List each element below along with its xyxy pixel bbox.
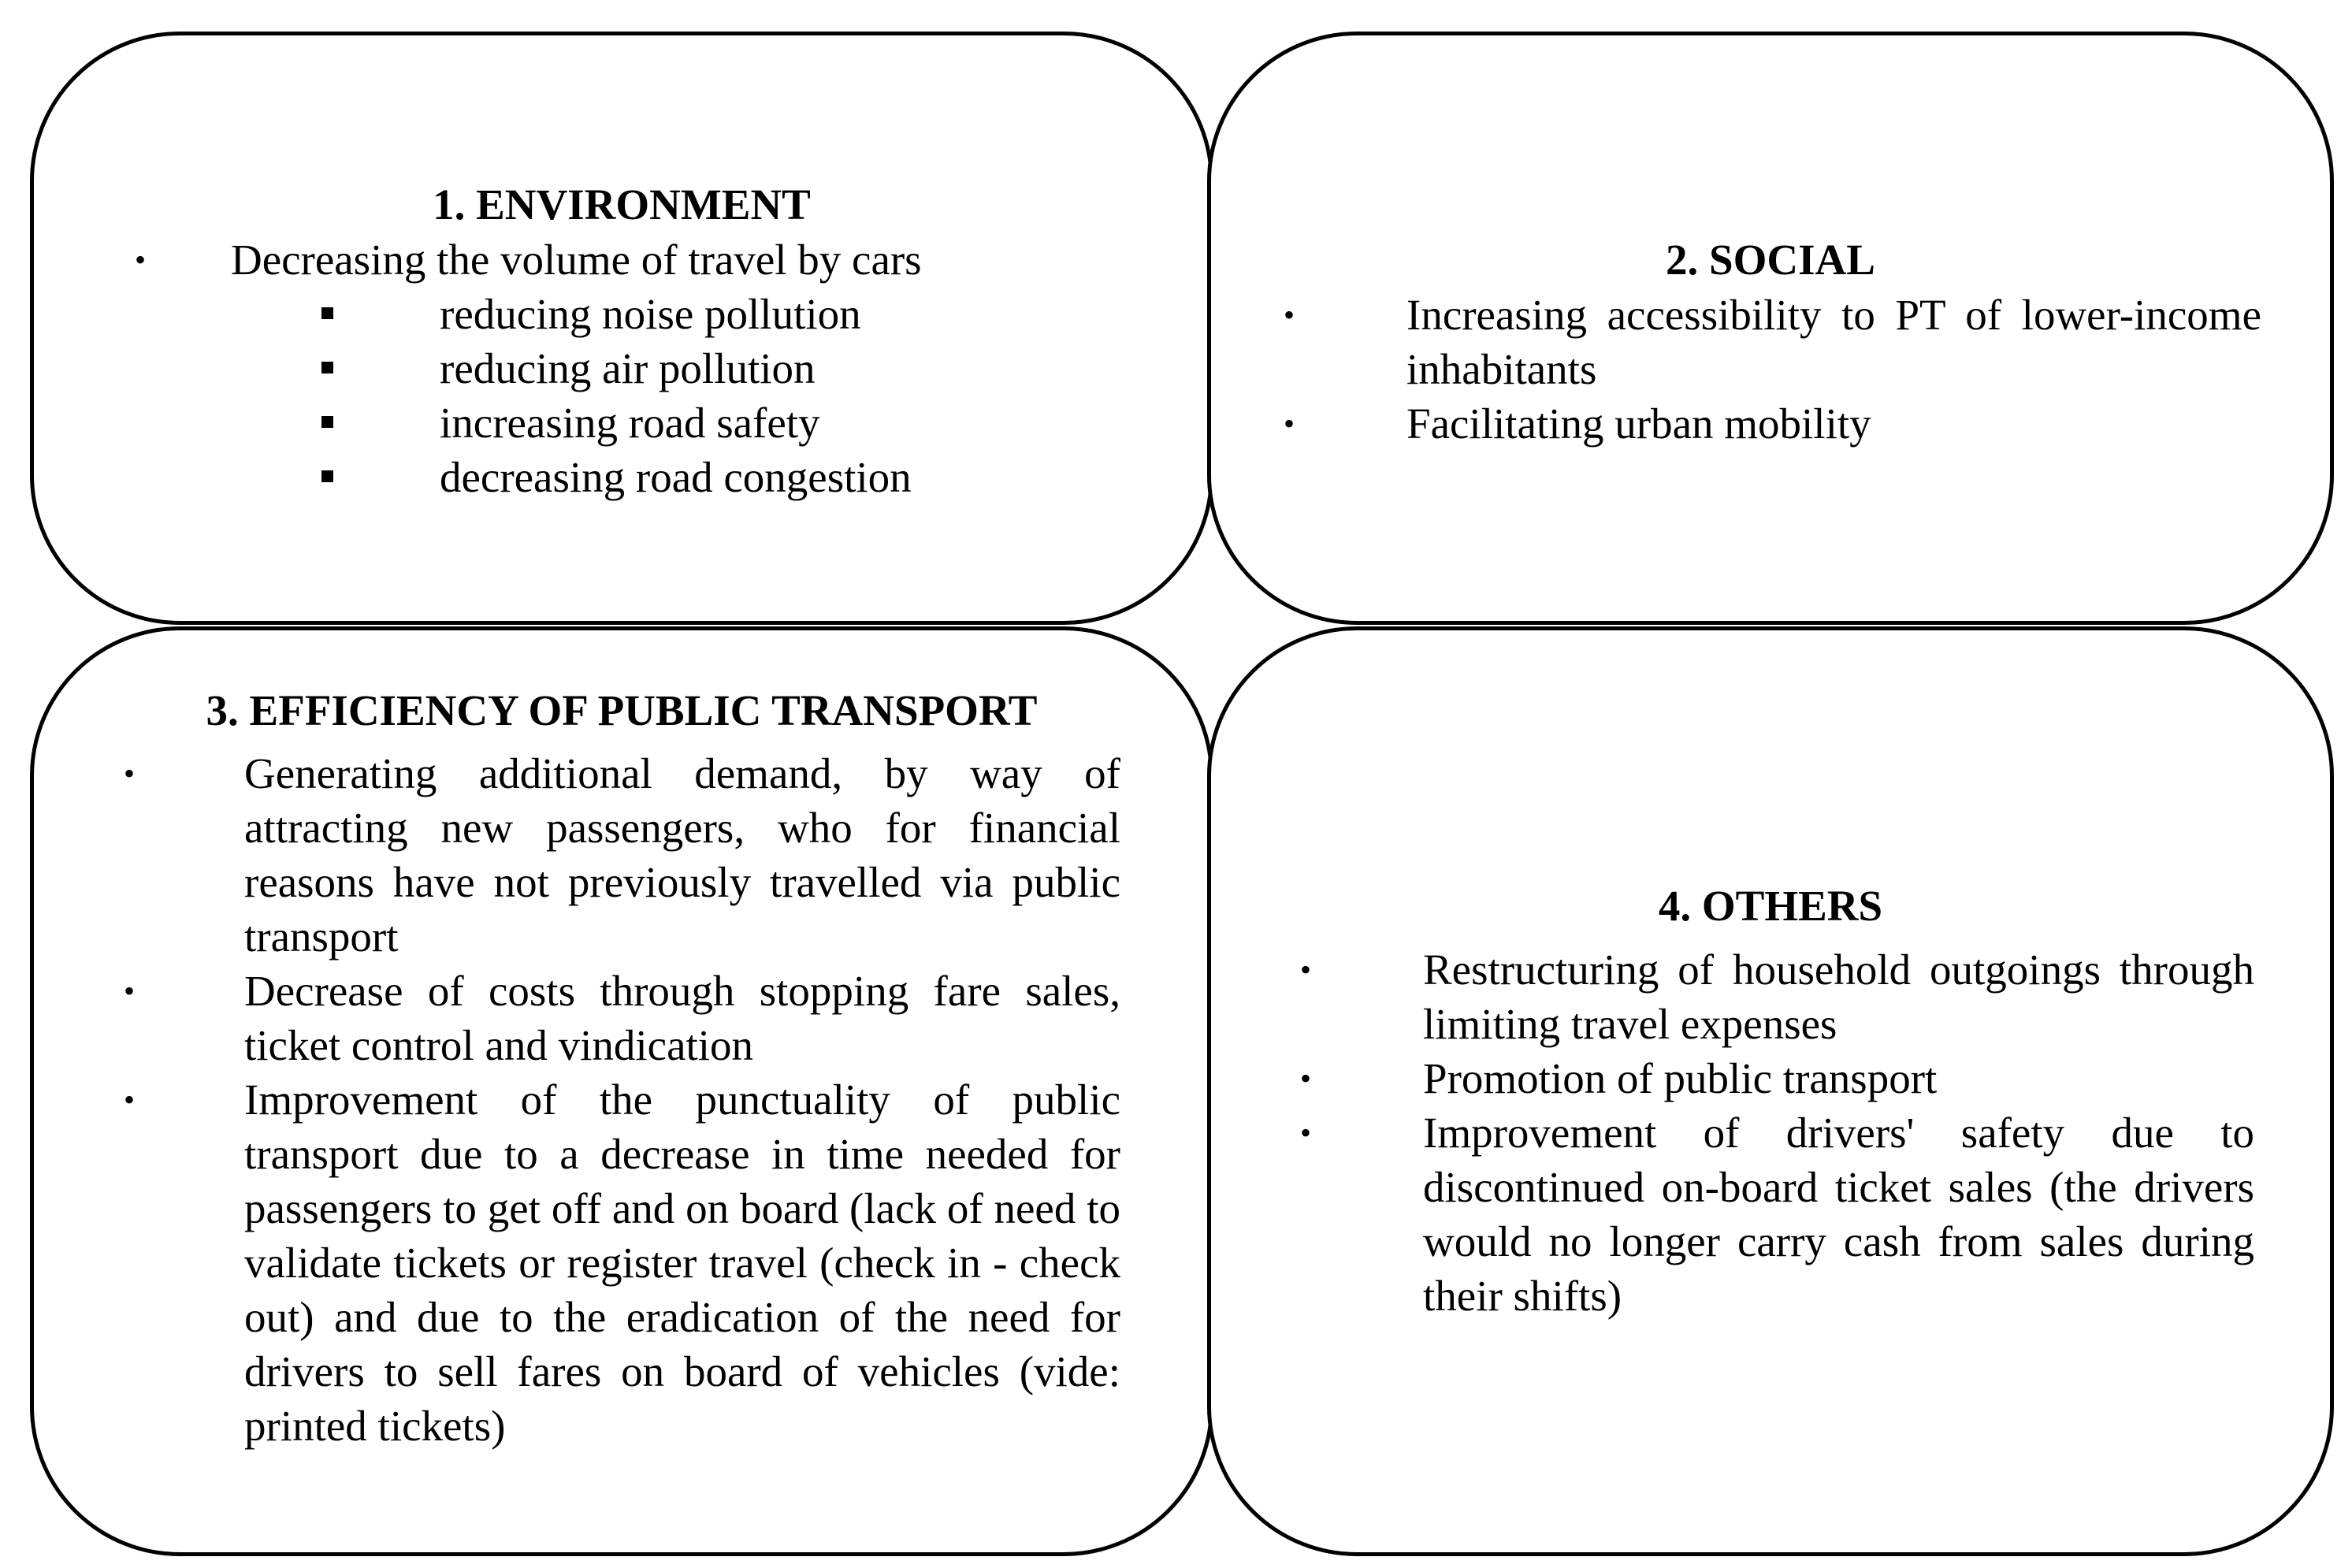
sub-list-item xyxy=(440,450,1149,504)
list-item-text: Improvement of the punctuality of public transport due to a decrease in time needed for passengers to get off and on board (lack of need to validate tickets or register travel (check in - check out) and due to the eradication of the need for drivers to sell fares on board of vehicles (vide: printed tickets) xyxy=(244,1076,1120,1450)
square-bullet-icon xyxy=(321,362,333,373)
bullet-icon: • xyxy=(124,973,136,1009)
bullet-icon: • xyxy=(135,242,147,277)
list-item-text: Decreasing the volume of travel by cars xyxy=(231,236,922,284)
bullet-icon: • xyxy=(1300,1061,1312,1096)
panel-environment xyxy=(30,32,1213,625)
list-item xyxy=(124,1072,1120,1453)
sub-list-item xyxy=(440,341,1149,396)
panel-title: 3. EFFICIENCY OF PUBLIC TRANSPORT xyxy=(206,686,1038,734)
list-item xyxy=(1284,288,2261,396)
bullet-list xyxy=(1300,942,2254,1323)
list-item-text: Decrease of costs through stopping fare sales, ticket control and vindication xyxy=(244,967,1120,1069)
list-item-text: Promotion of public transport xyxy=(1423,1054,1938,1102)
list-item-text: Improvement of drivers' safety due to discontinued on-board ticket sales (the drivers would no longer carry cash from sales during their shifts) xyxy=(1423,1109,2254,1320)
list-item xyxy=(135,232,1098,287)
panel-title: 2. SOCIAL xyxy=(1666,236,1875,284)
list-item xyxy=(124,746,1120,964)
bullet-list xyxy=(135,232,1098,287)
panel-title: 1. ENVIRONMENT xyxy=(433,180,811,229)
bullet-icon: • xyxy=(1284,406,1295,441)
bullet-icon: • xyxy=(1300,952,1312,987)
list-item-text: Generating additional demand, by way of attracting new passengers, who for financial reasons have not previously travelled via public transport xyxy=(244,749,1120,960)
panel-social xyxy=(1207,32,2334,625)
list-item xyxy=(1284,396,2261,451)
sub-bullet-list xyxy=(440,287,1149,504)
sub-list-item-text: reducing air pollution xyxy=(440,344,816,392)
list-item-text: Increasing accessibility to PT of lower-income inhabitants xyxy=(1406,291,2261,393)
sub-list-item xyxy=(440,396,1149,450)
panel-efficiency xyxy=(30,626,1213,1556)
panel-title: 4. OTHERS xyxy=(1658,882,1883,930)
square-bullet-icon xyxy=(321,470,333,482)
sub-list-item-text: decreasing road congestion xyxy=(440,453,912,501)
sub-list-item xyxy=(440,287,1149,341)
bullet-icon: • xyxy=(124,1082,136,1117)
bullet-icon: • xyxy=(124,756,136,791)
bullet-icon: • xyxy=(1284,297,1295,333)
list-item xyxy=(1300,942,2254,1051)
list-item xyxy=(1300,1051,2254,1105)
square-bullet-icon xyxy=(321,307,333,319)
bullet-list xyxy=(1284,288,2261,451)
list-item xyxy=(1300,1105,2254,1323)
list-item xyxy=(124,964,1120,1072)
list-item-text: Restructuring of household outgoings through limiting travel expenses xyxy=(1423,946,2254,1048)
square-bullet-icon xyxy=(321,416,333,428)
sub-list-item-text: increasing road safety xyxy=(440,399,820,447)
bullet-icon: • xyxy=(1300,1115,1312,1150)
sub-list-item-text: reducing noise pollution xyxy=(440,290,861,338)
bullet-list xyxy=(124,746,1120,1453)
panel-others xyxy=(1207,626,2334,1556)
list-item-text: Facilitating urban mobility xyxy=(1406,399,1871,448)
